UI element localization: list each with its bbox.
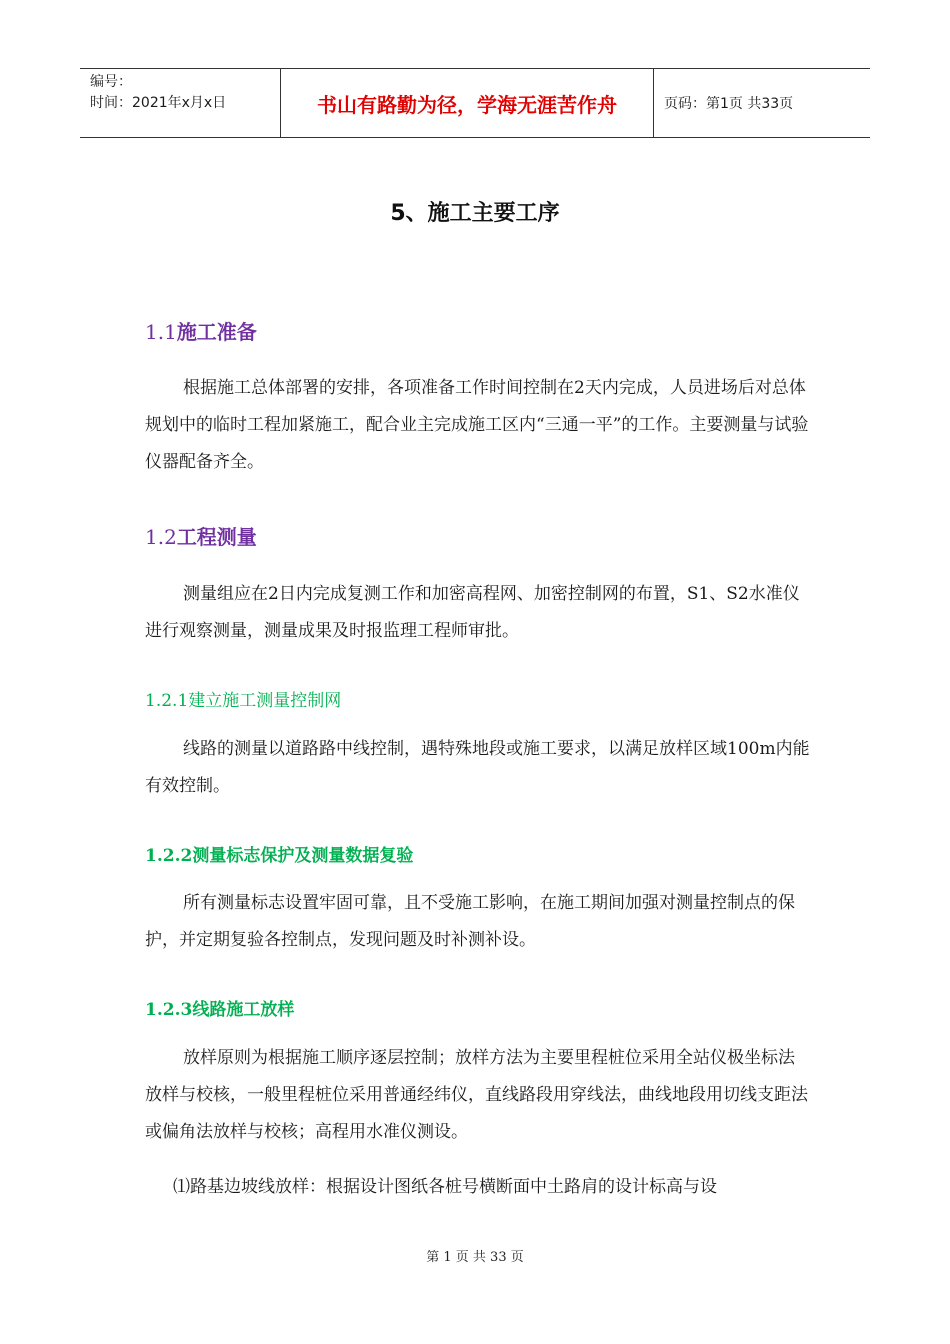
heading-1-1 [145,316,257,345]
document-title: 5、施工主要工序 [390,201,560,226]
heading-text: 施工准备 [176,320,257,344]
paragraph-1-2-3-item-1: ⑴路基边坡线放样：根据设计图纸各桩号横断面中土路肩的设计标高与设 [173,1177,717,1197]
heading-text: 测量标志保护及测量数据复验 [192,846,414,866]
page-header [80,68,870,138]
header-motto: 书山有路勤为径，学海无涯苦作舟 [281,69,654,137]
paragraph-1-2-1: 线路的测量以道路路中线控制，遇特殊地段或施工要求，以满足放样区域100m内能有效控制。 [145,739,810,796]
heading-number: 1.1 [145,320,177,344]
heading-text: 建立施工测量控制网 [188,691,342,711]
paragraph-1-1: 根据施工总体部署的安排，各项准备工作时间控制在2天内完成，人员进场后对总体规划中的临时工程加紧施工，配合业主完成施工区内“三通一平”的工作。主要测量与试验仪器配备齐全。 [145,378,809,472]
heading-text: 工程测量 [176,525,257,549]
heading-1-2-3 [145,995,294,1020]
header-meta [80,69,281,137]
paragraph-1-2-3: 放样原则为根据施工顺序逐层控制；放样方法为主要里程桩位采用全站仪极坐标法放样与校核，一般里程桩位采用普通经纬仪，直线路段用穿线法，曲线地段用切线支距法或偏角法放样与校核；高程用水准仪测设。 [145,1048,808,1142]
paragraph-1-2-2: 所有测量标志设置牢固可靠，且不受施工影响，在施工期间加强对测量控制点的保护，并定期复验各控制点，发现问题及时补测补设。 [145,893,795,950]
heading-number: 1.2.2 [145,846,193,866]
header-page-info: 页码：第1页 共33页 [664,96,794,112]
heading-text: 线路施工放样 [192,1000,295,1020]
header-date-label: 时间：2021年x月x日 [90,95,227,111]
heading-number: 1.2 [145,525,177,549]
heading-1-2 [145,521,257,550]
heading-number: 1.2.3 [145,1000,193,1020]
heading-number: 1.2.1 [145,691,189,711]
heading-1-2-1 [145,686,341,711]
heading-1-2-2 [145,841,413,866]
page-footer: 第 1 页 共 33 页 [426,1250,524,1265]
header-number-label: 编号： [90,74,132,90]
paragraph-1-2: 测量组应在2日内完成复测工作和加密高程网、加密控制网的布置，S1、S2水准仪进行观察测量，测量成果及时报监理工程师审批。 [145,584,800,641]
